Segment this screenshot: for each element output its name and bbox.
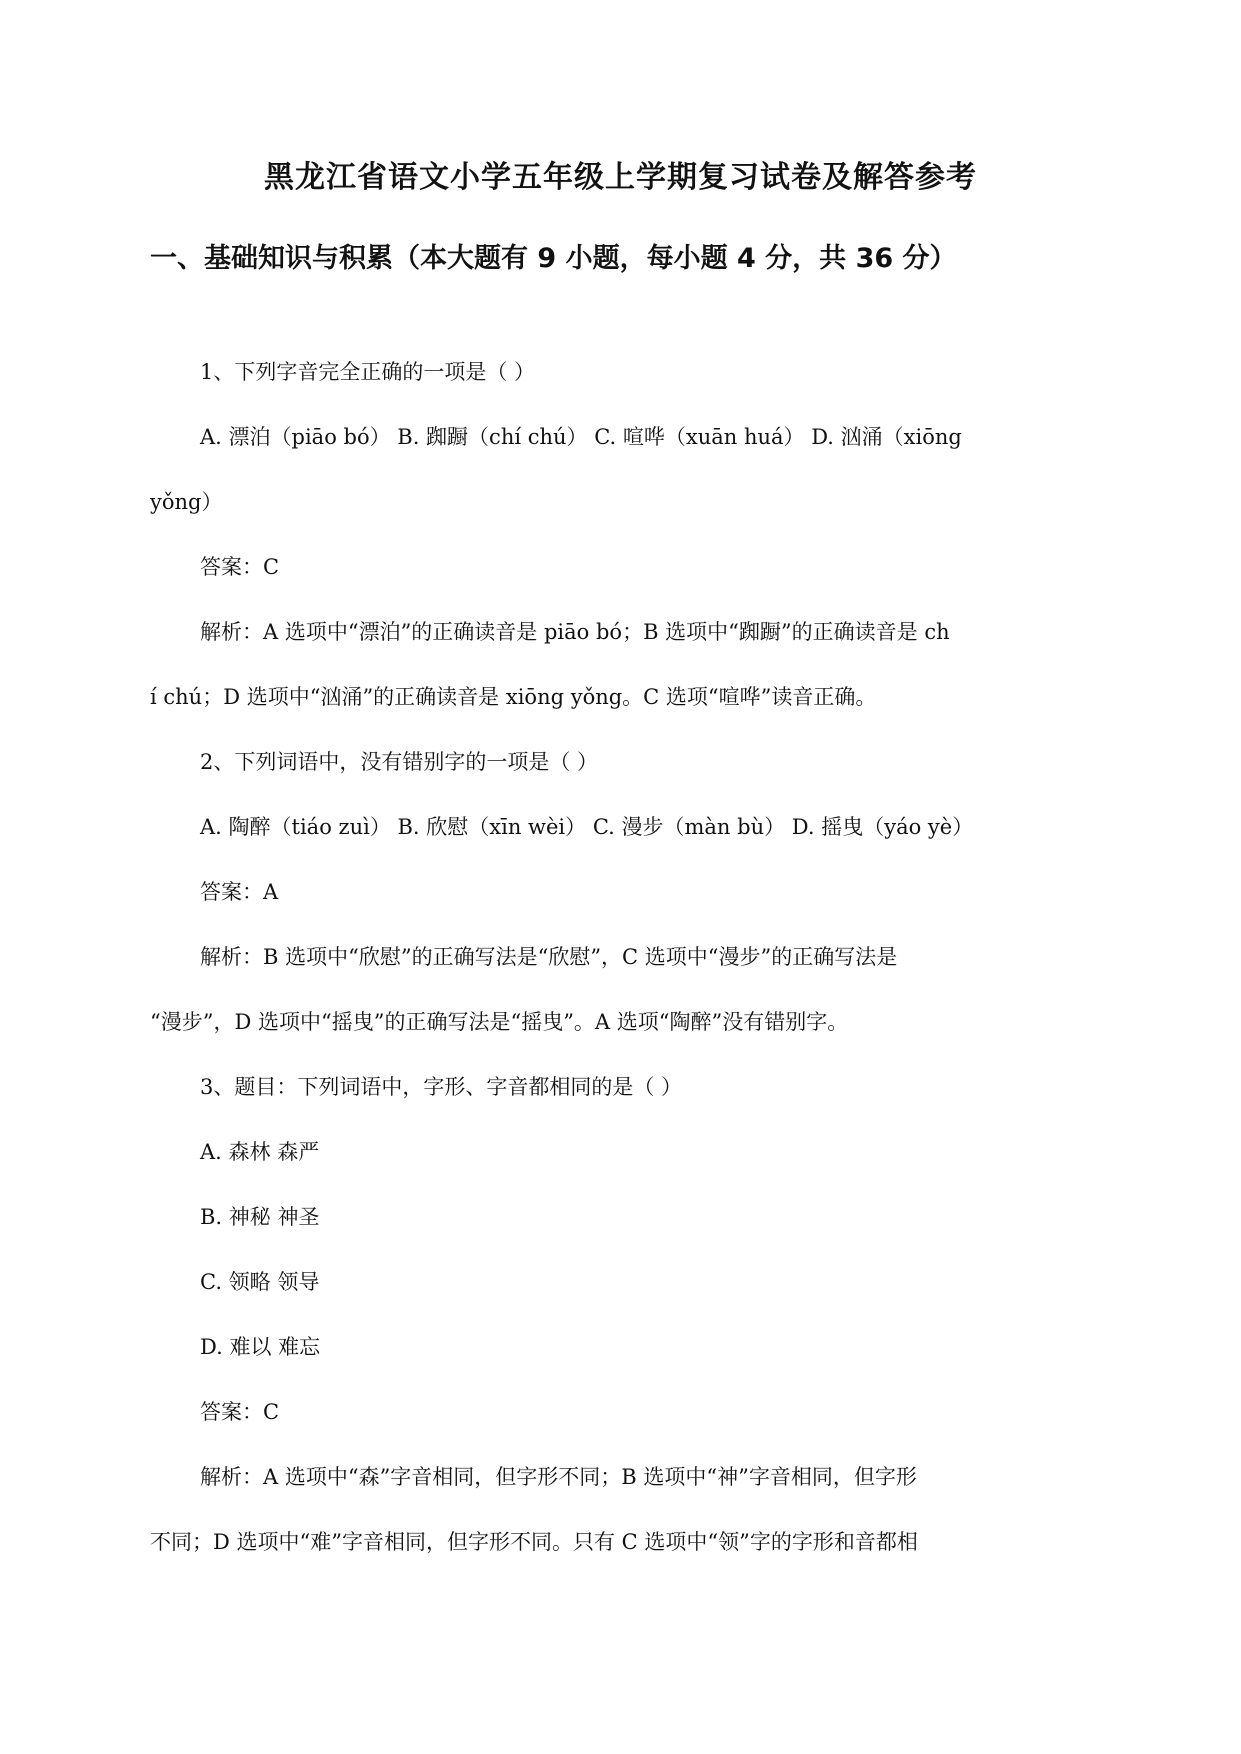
document-body	[150, 340, 1090, 1575]
question-2-stem: 2、下列词语中，没有错别字的一项是（ ）	[200, 750, 599, 774]
question-3-answer: 答案：C	[200, 1400, 280, 1424]
question-2-options: A. 陶醉（tiáo zuì） B. 欣慰（xīn wèi） C. 漫步（màn bù） D. 摇曳（yáo yè）	[200, 815, 974, 839]
question-2-explanation-cont: “漫步”，D 选项中“摇曳”的正确写法是“摇曳”。A 选项“陶醉”没有错别字。	[150, 1010, 849, 1034]
question-1-answer: 答案：C	[200, 555, 280, 579]
question-2-answer: 答案：A	[200, 880, 279, 904]
question-1-options: A. 漂泊（piāo bó） B. 踟蹰（chí chú） C. 喧哗（xuān huá） D. 汹涌（xiōng	[200, 425, 962, 449]
question-1-options-cont: yǒng）	[150, 490, 223, 514]
question-1-explanation: 解析：A 选项中“漂泊”的正确读音是 piāo bó；B 选项中“踟蹰”的正确读音是 ch	[200, 620, 950, 644]
question-3-option-b: B. 神秘 神圣	[200, 1205, 320, 1229]
question-3-explanation: 解析：A 选项中“森”字音相同，但字形不同；B 选项中“神”字音相同，但字形	[200, 1465, 917, 1489]
section-heading: 一、基础知识与积累（本大题有 9 小题，每小题 4 分，共 36 分）	[150, 243, 957, 274]
question-3-option-d: D. 难以 难忘	[200, 1335, 321, 1359]
question-3-stem: 3、题目：下列词语中，字形、字音都相同的是（ ）	[200, 1075, 683, 1099]
question-3-explanation-cont: 不同；D 选项中“难”字音相同，但字形不同。只有 C 选项中“领”字的字形和音都相	[150, 1530, 918, 1554]
question-3-option-a: A. 森林 森严	[200, 1140, 320, 1164]
question-2-explanation: 解析：B 选项中“欣慰”的正确写法是“欣慰”，C 选项中“漫步”的正确写法是	[200, 945, 898, 969]
document-title: 黑龙江省语文小学五年级上学期复习试卷及解答参考	[264, 160, 977, 195]
question-1-stem: 1、下列字音完全正确的一项是（ ）	[200, 360, 536, 384]
question-3-option-c: C. 领略 领导	[200, 1270, 320, 1294]
question-1-explanation-cont: í chú；D 选项中“汹涌”的正确读音是 xiōng yǒng。C 选项“喧哗”读音正确。	[150, 685, 877, 709]
